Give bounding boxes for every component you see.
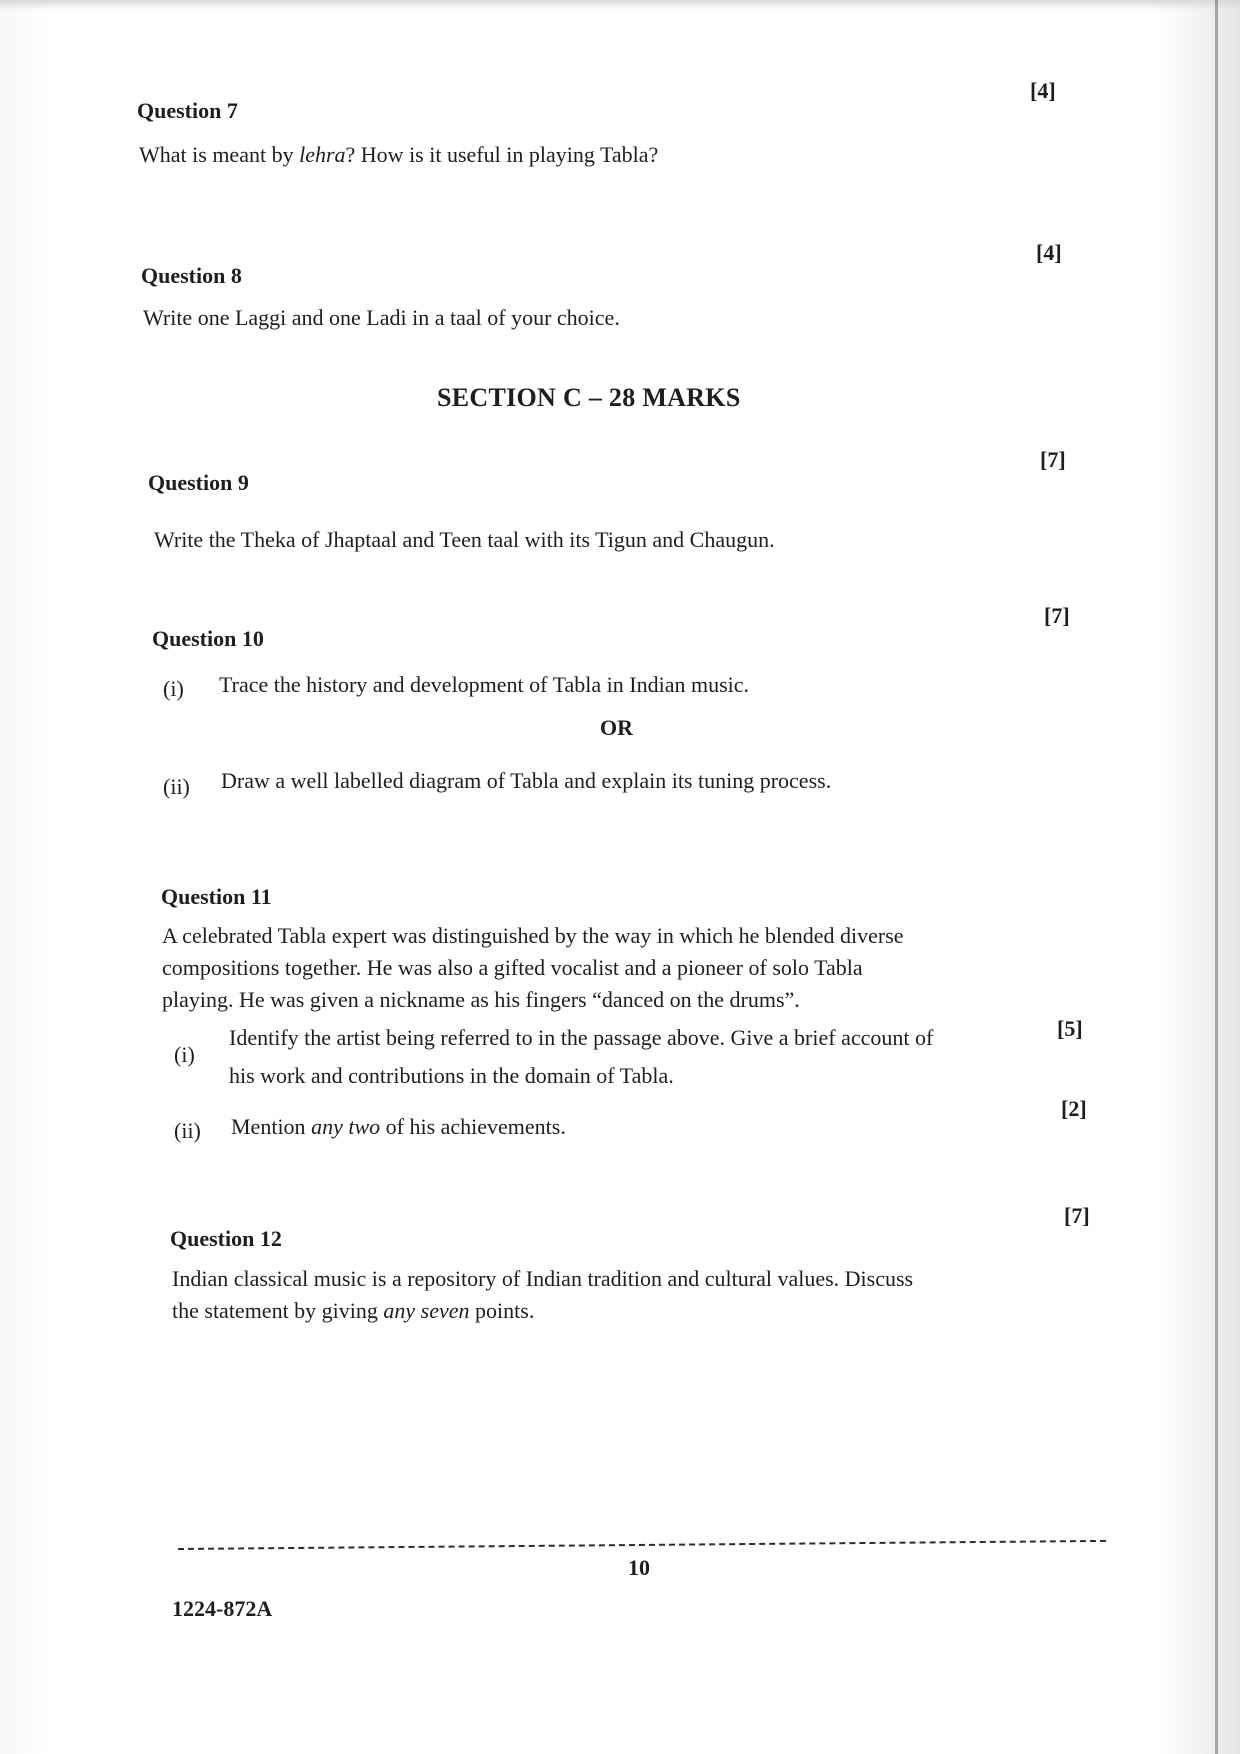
q7-italic-term: lehra bbox=[299, 142, 346, 167]
q11-ii-text: Mention any two of his achievements. bbox=[231, 1114, 566, 1139]
section-c-heading: SECTION C – 28 MARKS bbox=[437, 383, 741, 412]
q9-marks: [7] bbox=[1040, 447, 1066, 472]
q11-passage-line-1: A celebrated Tabla expert was distinguished by the way in which he blended diverse bbox=[162, 923, 904, 948]
q10-ii-text: Draw a well labelled diagram of Tabla and explain its tuning process. bbox=[221, 768, 832, 793]
q10-i-text: Trace the history and development of Tabla in Indian music. bbox=[219, 672, 750, 697]
q11-i-marks: [5] bbox=[1057, 1016, 1083, 1041]
scan-right-edge bbox=[1215, 0, 1218, 1754]
q11-passage-line-3: playing. He was given a nickname as his fingers “danced on the drums”. bbox=[162, 987, 800, 1012]
q12-marks: [7] bbox=[1064, 1203, 1090, 1228]
q7-marks: [4] bbox=[1030, 78, 1056, 103]
q10-or: OR bbox=[600, 715, 633, 740]
q11-ii-label: (ii) bbox=[174, 1118, 201, 1143]
paper-code: 1224-872A bbox=[172, 1596, 273, 1621]
q12-line-1: Indian classical music is a repository of Indian tradition and cultural values. Discuss bbox=[172, 1266, 914, 1291]
q12-text bbox=[172, 1263, 1052, 1327]
q8-marks: [4] bbox=[1036, 240, 1062, 265]
q10-ii-label: (ii) bbox=[163, 774, 190, 799]
q8-label: Question 8 bbox=[141, 263, 242, 288]
q12-line-2: the statement by giving any seven points. bbox=[172, 1298, 535, 1323]
q11-passage bbox=[162, 920, 1042, 1016]
q12-italic: any seven bbox=[383, 1298, 470, 1323]
q9-text: Write the Theka of Jhaptaal and Teen taal with its Tigun and Chaugun. bbox=[154, 527, 775, 552]
q9-label: Question 9 bbox=[148, 470, 249, 495]
q11-ii-marks: [2] bbox=[1061, 1096, 1087, 1121]
page-number: 10 bbox=[628, 1555, 650, 1580]
q11-i-line-2: his work and contributions in the domain of Tabla. bbox=[229, 1063, 674, 1088]
footer-dashed-rule bbox=[178, 1540, 1106, 1550]
q11-ii-italic: any two bbox=[311, 1114, 381, 1139]
q11-i-text bbox=[229, 1019, 933, 1095]
q7-text: What is meant by lehra? How is it useful in playing Tabla? bbox=[139, 142, 659, 167]
q10-marks: [7] bbox=[1044, 603, 1070, 628]
q11-passage-line-2: compositions together. He was also a gifted vocalist and a pioneer of solo Tabla bbox=[162, 955, 863, 980]
q11-i-label: (i) bbox=[174, 1042, 195, 1067]
scan-top-shadow bbox=[0, 0, 1240, 10]
q7-label: Question 7 bbox=[137, 98, 238, 123]
q10-i-label: (i) bbox=[163, 676, 184, 701]
q11-label: Question 11 bbox=[161, 884, 272, 909]
q12-label: Question 12 bbox=[170, 1226, 282, 1251]
q10-label: Question 10 bbox=[152, 626, 264, 651]
q8-text: Write one Laggi and one Ladi in a taal of your choice. bbox=[143, 305, 620, 330]
q11-i-line-1: Identify the artist being referred to in the passage above. Give a brief account of bbox=[229, 1025, 934, 1050]
